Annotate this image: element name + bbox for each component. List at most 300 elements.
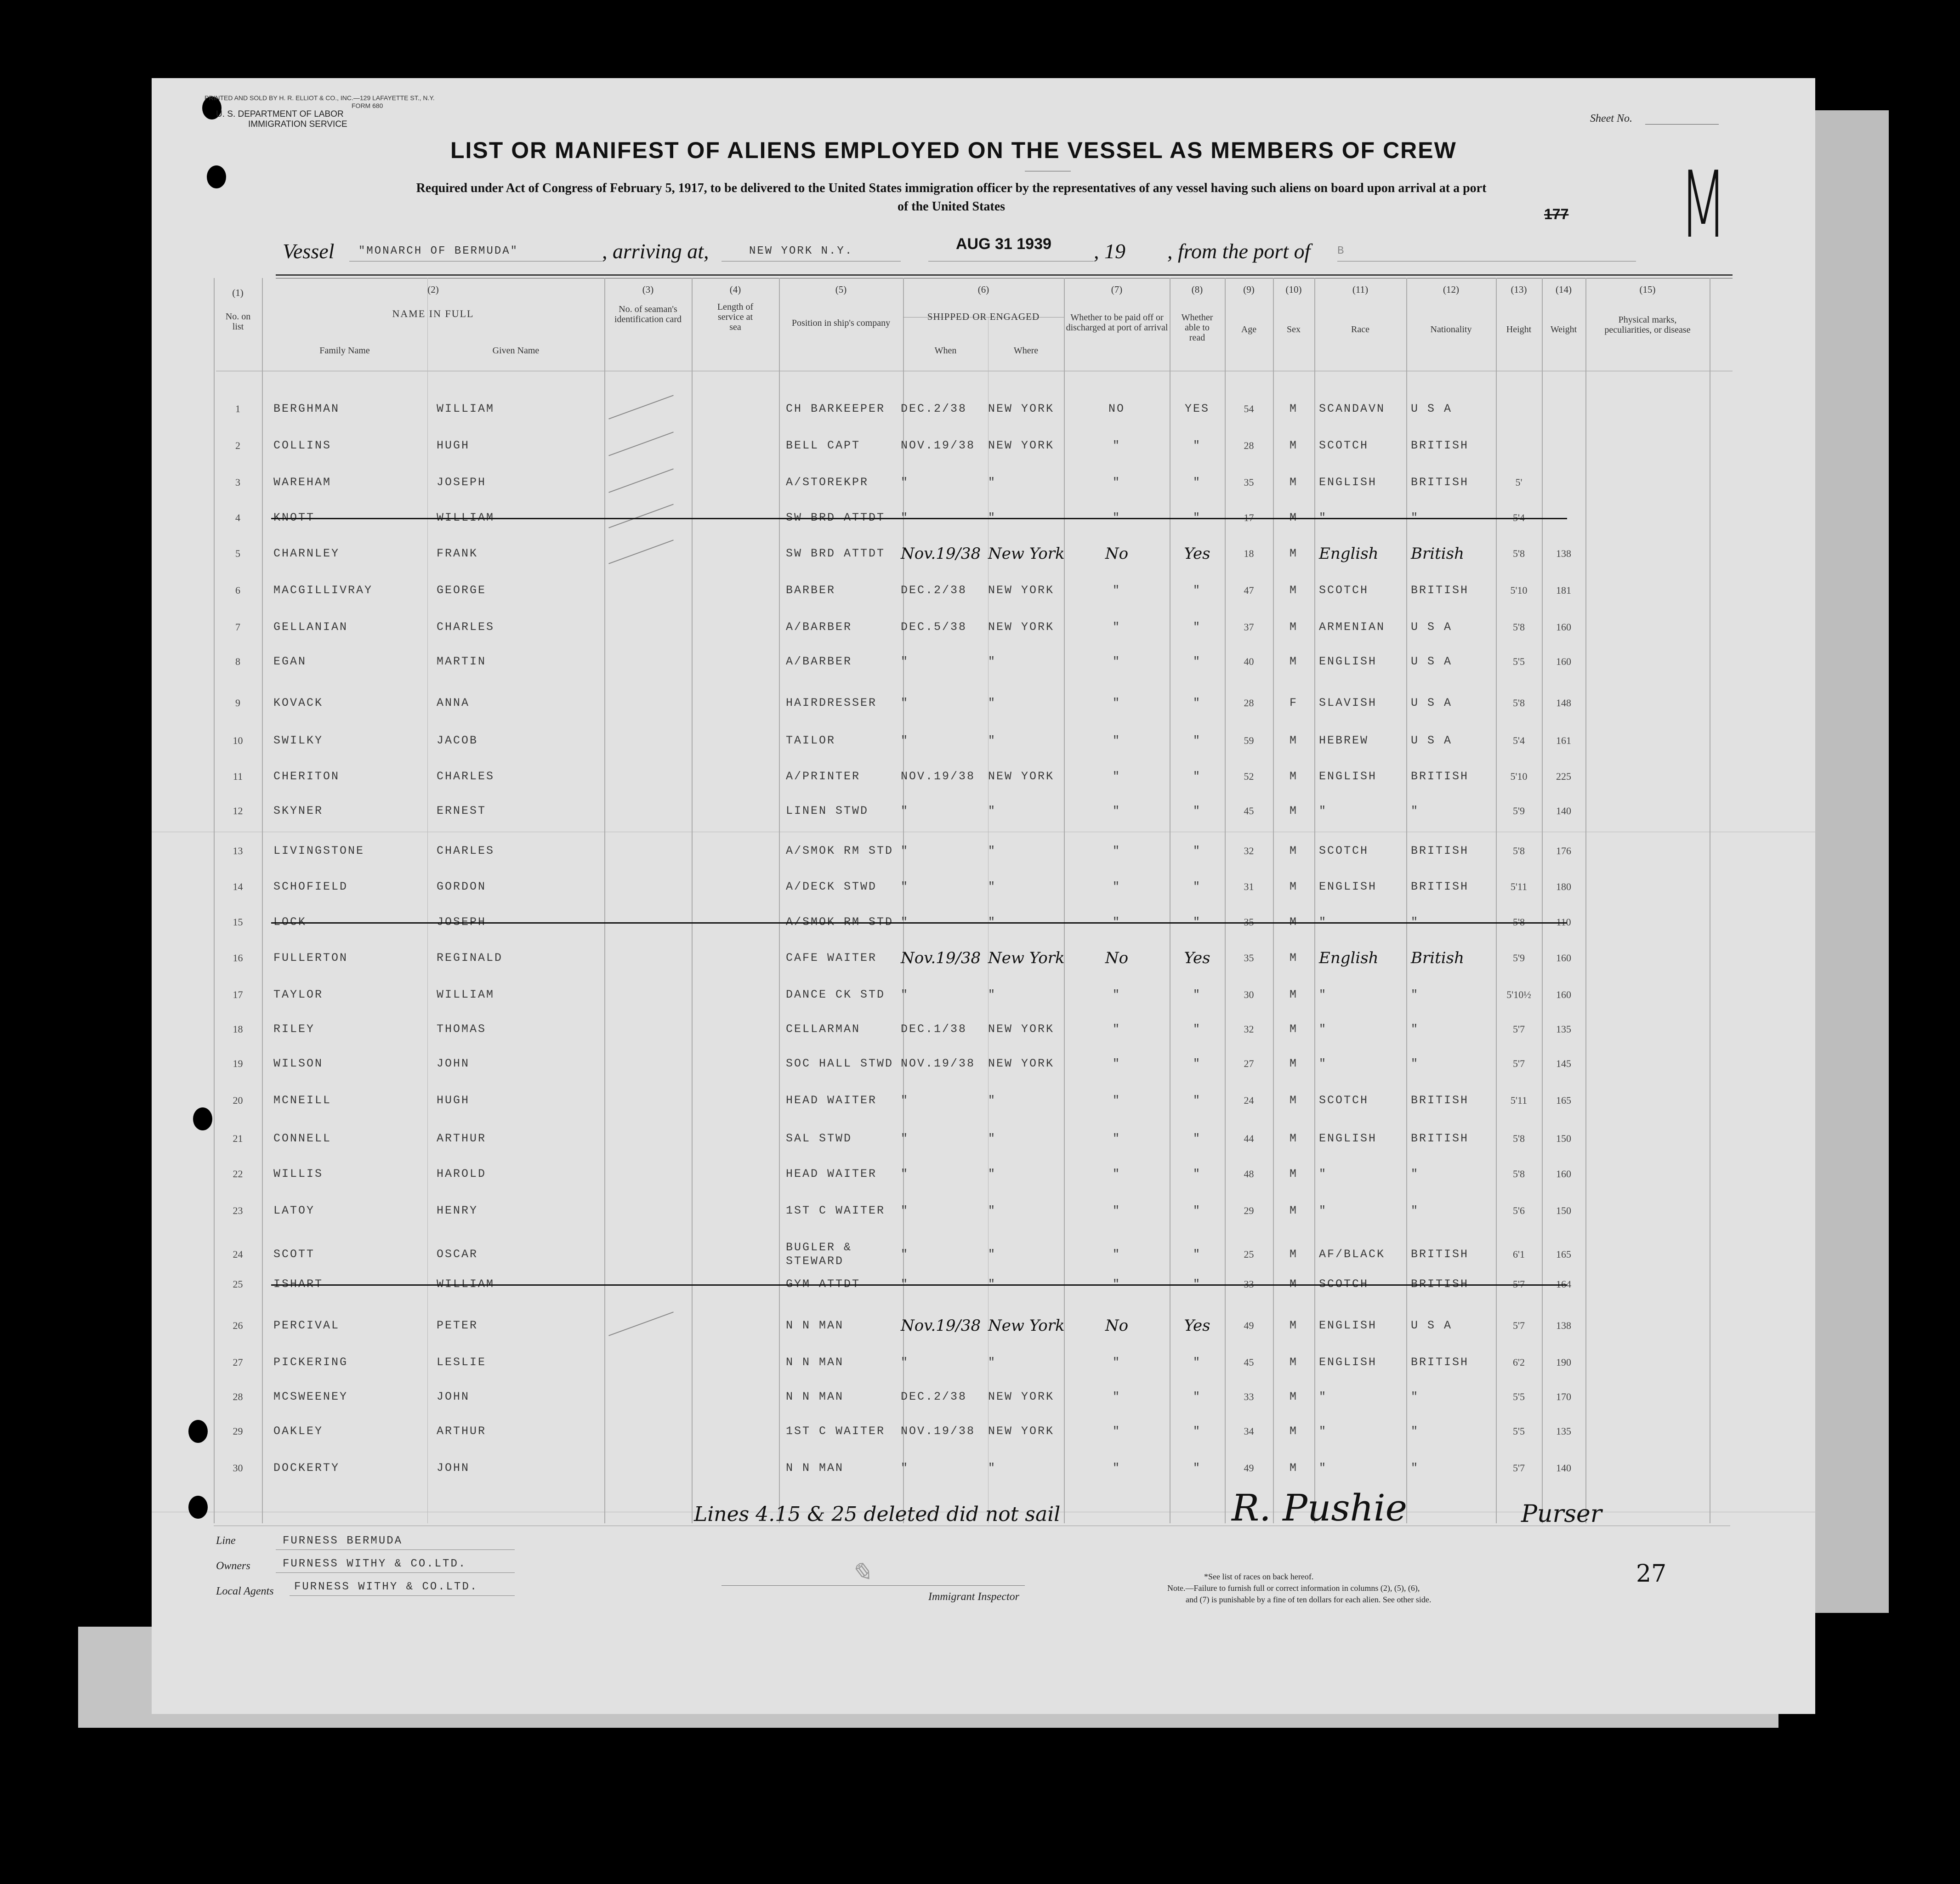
header-paid-off: Whether to be paid off or discharged at port of arrival bbox=[1066, 312, 1168, 333]
shipped-where: " bbox=[988, 844, 997, 857]
sex: M bbox=[1289, 770, 1298, 783]
able-to-read: Yes bbox=[1184, 545, 1210, 563]
row-number: 5 bbox=[235, 548, 240, 559]
sheet-number-label: Sheet No. bbox=[1590, 113, 1632, 125]
able-to-read: " bbox=[1193, 1204, 1201, 1217]
nationality: " bbox=[1411, 511, 1420, 524]
agents-value: FURNESS WITHY & CO.LTD. bbox=[294, 1581, 478, 1593]
sex: M bbox=[1289, 1277, 1298, 1291]
family-name: BERGHMAN bbox=[273, 402, 340, 415]
col-num-4: (4) bbox=[729, 284, 741, 295]
weight: 181 bbox=[1556, 584, 1571, 596]
able-to-read: " bbox=[1193, 439, 1201, 452]
nationality: " bbox=[1411, 1022, 1420, 1036]
nationality: BRITISH bbox=[1411, 584, 1469, 597]
table-row bbox=[0, 797, 1960, 825]
age: 28 bbox=[1244, 697, 1254, 709]
nationality: BRITISH bbox=[1411, 1356, 1469, 1369]
age: 54 bbox=[1244, 403, 1254, 414]
sex: M bbox=[1289, 439, 1298, 452]
given-name: JOSEPH bbox=[437, 915, 487, 929]
year-prefix: , 19 bbox=[1094, 239, 1125, 263]
race: " bbox=[1319, 1424, 1328, 1438]
given-name: JOHN bbox=[437, 1057, 470, 1070]
position: CELLARMAN bbox=[786, 1022, 861, 1036]
position: HAIRDRESSER bbox=[786, 696, 877, 709]
shipped-where: " bbox=[988, 1356, 997, 1369]
race: ENGLISH bbox=[1319, 770, 1377, 783]
weight: 180 bbox=[1556, 881, 1571, 892]
shipped-where: " bbox=[988, 1248, 997, 1261]
able-to-read: " bbox=[1193, 696, 1201, 709]
seaman-card-tick bbox=[608, 1311, 674, 1336]
shipped-where: " bbox=[988, 1204, 997, 1217]
shipped-where: " bbox=[988, 696, 997, 709]
given-name: ARTHUR bbox=[437, 1424, 487, 1438]
sex: M bbox=[1289, 584, 1298, 597]
header-given-name: Given Name bbox=[492, 346, 540, 356]
position: CH BARKEEPER bbox=[786, 402, 886, 415]
family-name: SCOTT bbox=[273, 1248, 315, 1261]
given-name: LESLIE bbox=[437, 1356, 487, 1369]
able-to-read: " bbox=[1193, 1132, 1201, 1145]
age: 48 bbox=[1244, 1168, 1254, 1180]
sex: M bbox=[1289, 402, 1298, 415]
shipped-where: " bbox=[988, 511, 997, 524]
shipped-where: " bbox=[988, 1167, 997, 1180]
nationality: BRITISH bbox=[1411, 1132, 1469, 1145]
able-to-read: " bbox=[1193, 1167, 1201, 1180]
table-row bbox=[0, 1418, 1960, 1445]
shipped-when: " bbox=[901, 511, 909, 524]
table-row bbox=[0, 1241, 1960, 1268]
shipped-where: " bbox=[988, 804, 997, 817]
row-number: 3 bbox=[235, 477, 240, 488]
family-name: MCNEILL bbox=[273, 1094, 332, 1107]
row-number: 21 bbox=[233, 1133, 243, 1144]
nationality: " bbox=[1411, 915, 1420, 929]
shipped-when: " bbox=[901, 476, 909, 489]
shipped-where: " bbox=[988, 476, 997, 489]
sex: F bbox=[1289, 696, 1298, 709]
nationality: BRITISH bbox=[1411, 770, 1469, 783]
col-num-2: (2) bbox=[427, 284, 439, 295]
weight: 135 bbox=[1556, 1425, 1571, 1437]
row-number: 28 bbox=[233, 1391, 243, 1402]
table-row bbox=[0, 504, 1960, 532]
able-to-read: " bbox=[1193, 804, 1201, 817]
position: 1ST C WAITER bbox=[786, 1424, 886, 1438]
sex: M bbox=[1289, 1390, 1298, 1403]
family-name: MACGILLIVRAY bbox=[273, 584, 373, 597]
row-number: 22 bbox=[233, 1168, 243, 1180]
family-name: WILLIS bbox=[273, 1167, 324, 1180]
shipped-where: New York bbox=[988, 949, 1065, 967]
sex: M bbox=[1289, 547, 1298, 560]
shipped-where: " bbox=[988, 1132, 997, 1145]
weight: 160 bbox=[1556, 1168, 1571, 1180]
given-name: CHARLES bbox=[437, 620, 495, 634]
given-name: CHARLES bbox=[437, 770, 495, 783]
paid-off: " bbox=[1112, 1132, 1121, 1145]
position: A/BARBER bbox=[786, 620, 852, 634]
paid-off: " bbox=[1112, 1461, 1121, 1475]
family-name: PICKERING bbox=[273, 1356, 348, 1369]
able-to-read: " bbox=[1193, 770, 1201, 783]
paid-off: " bbox=[1112, 620, 1121, 634]
shipped-when: DEC.2/38 bbox=[901, 402, 967, 415]
age: 35 bbox=[1244, 477, 1254, 488]
able-to-read: " bbox=[1193, 476, 1201, 489]
age: 34 bbox=[1244, 1425, 1254, 1437]
sex: M bbox=[1289, 1022, 1298, 1036]
paid-off: " bbox=[1112, 1057, 1121, 1070]
given-name: ARTHUR bbox=[437, 1132, 487, 1145]
height: 5'10 bbox=[1510, 584, 1528, 596]
table-row bbox=[0, 727, 1960, 755]
height: 5' bbox=[1515, 477, 1523, 488]
row-number: 25 bbox=[233, 1278, 243, 1290]
strike-through-line bbox=[271, 518, 1567, 519]
family-name: CHARNLEY bbox=[273, 547, 340, 560]
paid-off: " bbox=[1112, 1167, 1121, 1180]
nationality: BRITISH bbox=[1411, 1094, 1469, 1107]
paid-off: " bbox=[1112, 880, 1121, 893]
row-number: 13 bbox=[233, 845, 243, 857]
table-row bbox=[0, 540, 1960, 567]
able-to-read: " bbox=[1193, 1424, 1201, 1438]
nationality: U S A bbox=[1411, 402, 1453, 415]
race: SCOTCH bbox=[1319, 584, 1369, 597]
shipped-when: " bbox=[901, 1356, 909, 1369]
shipped-when: " bbox=[901, 1094, 909, 1107]
family-name: DOCKERTY bbox=[273, 1461, 340, 1475]
row-number: 7 bbox=[235, 621, 240, 633]
height: 5'7 bbox=[1513, 1320, 1525, 1331]
shipped-where: " bbox=[988, 734, 997, 747]
nationality: BRITISH bbox=[1411, 476, 1469, 489]
table-row bbox=[0, 1050, 1960, 1078]
able-to-read: " bbox=[1193, 511, 1201, 524]
nationality: " bbox=[1411, 1167, 1420, 1180]
position: SOC HALL STWD bbox=[786, 1057, 894, 1070]
height: 6'2 bbox=[1513, 1356, 1525, 1368]
height: 5'8 bbox=[1513, 845, 1525, 857]
able-to-read: " bbox=[1193, 1022, 1201, 1036]
page-subtitle: Required under Act of Congress of February 5, 1917, to be delivered to the United States immigration officer by the representatives of any vessel having such aliens on board upon arrival at a port of the United States bbox=[416, 181, 1487, 214]
paid-off: " bbox=[1112, 476, 1121, 489]
header-sex: Sex bbox=[1287, 324, 1301, 335]
seaman-card-tick bbox=[608, 468, 674, 493]
shipped-where: NEW YORK bbox=[988, 1424, 1055, 1438]
shipped-when: Nov.19/38 bbox=[901, 949, 981, 967]
table-row bbox=[0, 613, 1960, 641]
age: 33 bbox=[1244, 1278, 1254, 1290]
race: ARMENIAN bbox=[1319, 620, 1386, 634]
height: 5'7 bbox=[1513, 1462, 1525, 1474]
age: 59 bbox=[1244, 735, 1254, 746]
height: 5'4 bbox=[1513, 512, 1525, 523]
table-row bbox=[0, 1016, 1960, 1043]
race: ENGLISH bbox=[1319, 655, 1377, 668]
nationality: " bbox=[1411, 1424, 1420, 1438]
table-row bbox=[0, 944, 1960, 972]
race: ENGLISH bbox=[1319, 1132, 1377, 1145]
shipped-when: " bbox=[901, 804, 909, 817]
shipped-when: " bbox=[901, 1461, 909, 1475]
arriving-port: NEW YORK N.Y. bbox=[749, 245, 853, 257]
table-row bbox=[0, 577, 1960, 604]
position: TAILOR bbox=[786, 734, 836, 747]
height: 5'10½ bbox=[1506, 989, 1531, 1000]
shipped-where: " bbox=[988, 915, 997, 929]
strike-through-line bbox=[271, 1284, 1567, 1286]
race: SCOTCH bbox=[1319, 1094, 1369, 1107]
paid-off: " bbox=[1112, 1277, 1121, 1291]
shipped-when: NOV.19/38 bbox=[901, 770, 976, 783]
age: 25 bbox=[1244, 1248, 1254, 1260]
shipped-when: " bbox=[901, 696, 909, 709]
nationality: U S A bbox=[1411, 620, 1453, 634]
given-name: WILLIAM bbox=[437, 988, 495, 1001]
weight: 150 bbox=[1556, 1133, 1571, 1144]
paid-off: " bbox=[1112, 1204, 1121, 1217]
weight: 160 bbox=[1556, 621, 1571, 633]
col-num-6: (6) bbox=[977, 284, 989, 295]
height: 5'8 bbox=[1513, 548, 1525, 559]
header-when: When bbox=[934, 346, 957, 356]
sex: M bbox=[1289, 915, 1298, 929]
able-to-read: " bbox=[1193, 1094, 1201, 1107]
row-number: 16 bbox=[233, 952, 243, 964]
shipped-when: " bbox=[901, 988, 909, 1001]
row-number: 4 bbox=[235, 512, 240, 523]
height: 5'9 bbox=[1513, 952, 1525, 964]
family-name: PERCIVAL bbox=[273, 1319, 340, 1332]
paid-off: " bbox=[1112, 1094, 1121, 1107]
shipped-where: New York bbox=[988, 1317, 1065, 1335]
nationality: " bbox=[1411, 1057, 1420, 1070]
sex: M bbox=[1289, 951, 1298, 965]
seaman-card-tick bbox=[608, 504, 674, 528]
family-name: FULLERTON bbox=[273, 951, 348, 965]
col-num-8: (8) bbox=[1191, 284, 1203, 295]
nationality: U S A bbox=[1411, 1319, 1453, 1332]
position: SW BRD ATTDT bbox=[786, 547, 886, 560]
position: BUGLER & STEWARD bbox=[786, 1241, 852, 1268]
position: A/SMOK RM STD bbox=[786, 915, 894, 929]
height: 5'7 bbox=[1513, 1278, 1525, 1290]
header-name-in-full: NAME IN FULL bbox=[392, 308, 474, 319]
shipped-when: " bbox=[901, 1132, 909, 1145]
table-row bbox=[0, 1383, 1960, 1411]
given-name: MARTIN bbox=[437, 655, 487, 668]
row-number: 24 bbox=[233, 1248, 243, 1260]
position: N N MAN bbox=[786, 1390, 844, 1403]
shipped-when: Nov.19/38 bbox=[901, 1317, 981, 1335]
sex: M bbox=[1289, 804, 1298, 817]
nationality: BRITISH bbox=[1411, 844, 1469, 857]
paid-off: " bbox=[1112, 988, 1121, 1001]
race: " bbox=[1319, 1057, 1328, 1070]
handwritten-mark: M bbox=[1679, 152, 1727, 259]
age: 27 bbox=[1244, 1058, 1254, 1069]
age: 45 bbox=[1244, 805, 1254, 817]
paid-off: " bbox=[1112, 655, 1121, 668]
table-row bbox=[0, 1197, 1960, 1225]
table-row bbox=[0, 1271, 1960, 1298]
table-row bbox=[0, 981, 1960, 1009]
col-num-7: (7) bbox=[1111, 284, 1123, 295]
shipped-when: NOV.19/38 bbox=[901, 1057, 976, 1070]
nationality: U S A bbox=[1411, 696, 1453, 709]
shipped-where: NEW YORK bbox=[988, 770, 1055, 783]
position: N N MAN bbox=[786, 1356, 844, 1369]
weight: 176 bbox=[1556, 845, 1571, 857]
table-row bbox=[0, 837, 1960, 865]
table-row bbox=[0, 1312, 1960, 1339]
family-name: TAYLOR bbox=[273, 988, 324, 1001]
weight: 140 bbox=[1556, 1462, 1571, 1474]
age: 31 bbox=[1244, 881, 1254, 892]
height: 5'8 bbox=[1513, 916, 1525, 928]
able-to-read: " bbox=[1193, 988, 1201, 1001]
row-number: 29 bbox=[233, 1425, 243, 1437]
sex: M bbox=[1289, 1057, 1298, 1070]
table-row bbox=[0, 689, 1960, 717]
paid-off: " bbox=[1112, 584, 1121, 597]
race: ENGLISH bbox=[1319, 1356, 1377, 1369]
family-name: GELLANIAN bbox=[273, 620, 348, 634]
family-name: CONNELL bbox=[273, 1132, 332, 1145]
weight: 164 bbox=[1556, 1278, 1571, 1290]
age: 28 bbox=[1244, 440, 1254, 451]
race: English bbox=[1319, 545, 1379, 563]
shipped-when: " bbox=[901, 655, 909, 668]
sex: M bbox=[1289, 988, 1298, 1001]
given-name: WILLIAM bbox=[437, 1277, 495, 1291]
table-row bbox=[0, 873, 1960, 901]
able-to-read: YES bbox=[1184, 402, 1210, 415]
shipped-when: NOV.19/38 bbox=[901, 1424, 976, 1438]
sex: M bbox=[1289, 1424, 1298, 1438]
row-number: 10 bbox=[233, 735, 243, 746]
col-num-13: (13) bbox=[1511, 284, 1527, 295]
shipped-where: " bbox=[988, 880, 997, 893]
inspector-signature-stamp: ✎ bbox=[850, 1558, 872, 1588]
position: A/STOREKPR bbox=[786, 476, 869, 489]
family-name: ISHART bbox=[273, 1277, 324, 1291]
row-number: 2 bbox=[235, 440, 240, 451]
nationality: British bbox=[1411, 545, 1464, 563]
row-number: 20 bbox=[233, 1095, 243, 1106]
able-to-read: " bbox=[1193, 584, 1201, 597]
family-name: SKYNER bbox=[273, 804, 324, 817]
height: 5'7 bbox=[1513, 1023, 1525, 1035]
position: A/DECK STWD bbox=[786, 880, 877, 893]
age: 17 bbox=[1244, 512, 1254, 523]
paid-off: " bbox=[1112, 734, 1121, 747]
weight: 110 bbox=[1556, 916, 1571, 928]
nationality: " bbox=[1411, 1390, 1420, 1403]
shipped-when: " bbox=[901, 1248, 909, 1261]
family-name: EGAN bbox=[273, 655, 307, 668]
able-to-read: " bbox=[1193, 1057, 1201, 1070]
race: " bbox=[1319, 1167, 1328, 1180]
height: 5'10 bbox=[1510, 771, 1528, 782]
race: ENGLISH bbox=[1319, 476, 1377, 489]
sex: M bbox=[1289, 880, 1298, 893]
punch-hole bbox=[83, 308, 102, 331]
nationality: BRITISH bbox=[1411, 439, 1469, 452]
table-row bbox=[0, 763, 1960, 790]
paid-off: " bbox=[1112, 1356, 1121, 1369]
height: 5'5 bbox=[1513, 656, 1525, 667]
sex: M bbox=[1289, 620, 1298, 634]
paid-off: No bbox=[1105, 545, 1129, 563]
shipped-where: NEW YORK bbox=[988, 1390, 1055, 1403]
height: 5'8 bbox=[1513, 1168, 1525, 1180]
table-row bbox=[0, 469, 1960, 496]
age: 24 bbox=[1244, 1095, 1254, 1106]
col-num-11: (11) bbox=[1352, 284, 1369, 295]
shipped-where: NEW YORK bbox=[988, 584, 1055, 597]
race: English bbox=[1319, 949, 1379, 967]
able-to-read: " bbox=[1193, 734, 1201, 747]
able-to-read: " bbox=[1193, 915, 1201, 929]
sex: M bbox=[1289, 1461, 1298, 1475]
position: HEAD WAITER bbox=[786, 1094, 877, 1107]
weight: 160 bbox=[1556, 656, 1571, 667]
line-value: FURNESS BERMUDA bbox=[283, 1535, 403, 1547]
header-nationality: Nationality bbox=[1430, 324, 1472, 335]
given-name: GORDON bbox=[437, 880, 487, 893]
position: HEAD WAITER bbox=[786, 1167, 877, 1180]
able-to-read: Yes bbox=[1184, 949, 1210, 967]
col-num-5: (5) bbox=[835, 284, 847, 295]
position: GYM ATTDT bbox=[786, 1277, 861, 1291]
position: SW BRD ATTDT bbox=[786, 511, 886, 524]
height: 5'5 bbox=[1513, 1425, 1525, 1437]
age: 33 bbox=[1244, 1391, 1254, 1402]
sex: M bbox=[1289, 1319, 1298, 1332]
row-number: 23 bbox=[233, 1205, 243, 1216]
row-number: 19 bbox=[233, 1058, 243, 1069]
header-no-on-list: No. on list bbox=[225, 312, 251, 332]
position: A/SMOK RM STD bbox=[786, 844, 894, 857]
punch-hole bbox=[207, 165, 226, 188]
age: 47 bbox=[1244, 584, 1254, 596]
agents-label: Local Agents bbox=[216, 1585, 274, 1597]
given-name: HENRY bbox=[437, 1204, 478, 1217]
header-age: Age bbox=[1241, 324, 1257, 335]
shipped-when: " bbox=[901, 915, 909, 929]
family-name: KOVACK bbox=[273, 696, 324, 709]
form-number: FORM 680 bbox=[352, 102, 383, 109]
weight: 160 bbox=[1556, 989, 1571, 1000]
family-name: OAKLEY bbox=[273, 1424, 324, 1438]
sex: M bbox=[1289, 1204, 1298, 1217]
race: " bbox=[1319, 1461, 1328, 1475]
shipped-when: DEC.1/38 bbox=[901, 1022, 967, 1036]
inspector-label: Immigrant Inspector bbox=[928, 1591, 1019, 1603]
age: 44 bbox=[1244, 1133, 1254, 1144]
race: SCANDAVN bbox=[1319, 402, 1386, 415]
shipped-where: New York bbox=[988, 545, 1065, 563]
header-height: Height bbox=[1506, 324, 1532, 335]
header-able-read: Whether able to read bbox=[1181, 312, 1213, 343]
able-to-read: " bbox=[1193, 1277, 1201, 1291]
